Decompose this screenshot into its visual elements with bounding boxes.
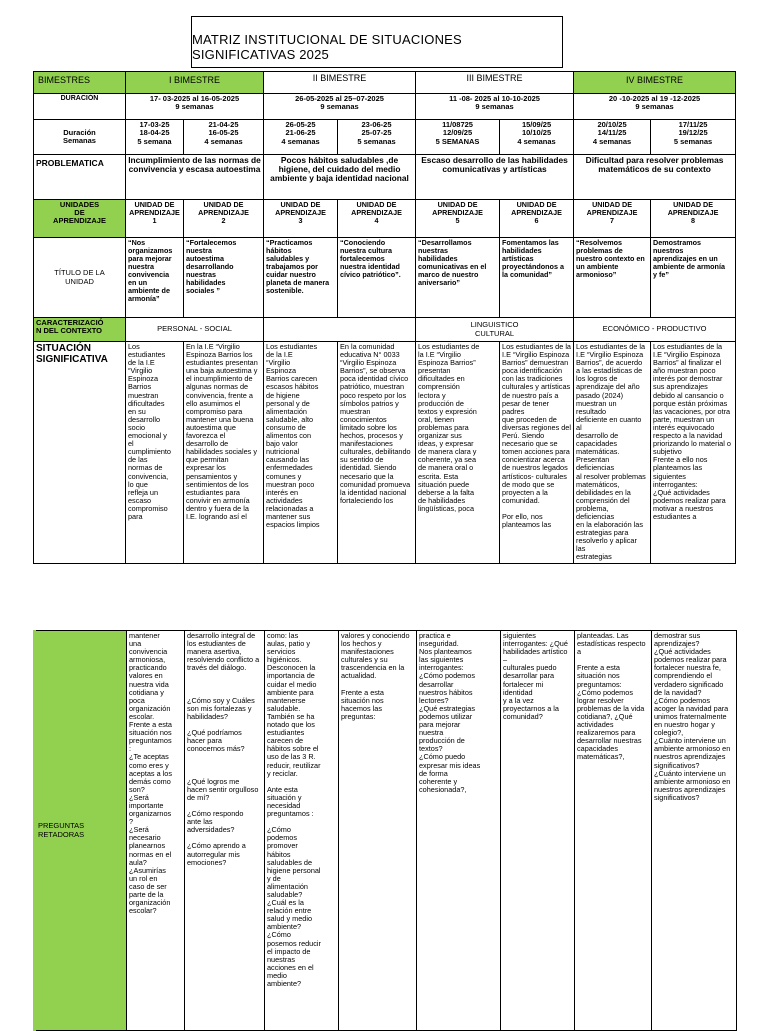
unidad-7: UNIDAD DE APRENDIZAJE 7 xyxy=(574,200,651,238)
situacion-u3: Los estudiantes de la I.E “Virgilio Espinoza Barrios carecen escasos hábitos de higiene personal y de alimentación saludable, alto consumo de alimentos con bajo valor nutricional causando las enfermedades comunes y muestran poco interés en actividades relacionadas a mantener sus espacios limpios xyxy=(264,342,338,564)
titulo-u8: Demostramos nuestros aprendizajes en un ambiente de armonía y fe” xyxy=(651,238,736,318)
situacion-label: SITUACIÓN SIGNIFICATIVA xyxy=(34,342,126,564)
titulo-u6: Fomentamos las habilidades artísticas proyectándonos a la comunidad” xyxy=(500,238,574,318)
preguntas-u7: planteadas. Las estadísticas respecto a Frente a esta situación nos preguntamos: ¿Cómo podemos lograr resolver problemas de la vida cotidiana?, ¿Qué actividades realizaremos para desarrollar nuestras capacidades matemáticas?, xyxy=(575,631,652,1031)
unidad-8: UNIDAD DE APRENDIZAJE 8 xyxy=(651,200,736,238)
duracion-b3: 11 -08- 2025 al 10-10-2025 9 semanas xyxy=(416,94,574,120)
situacion-u8: Los estudiantes de la I.E “Virgilio Espinoza Barrios” al finalizar el año muestran poco interés por demostrar sus aprendizajes debido al cansancio o porque están próximas las vacaciones, por otra parte, muestran un interés equivocado respecto a la navidad priorizando lo material o subjetivo Frente a ello nos planteamos las siguientes interrogantes: ¿Qué actividades podemos realizar para motivar a nuestros estudiantes a xyxy=(651,342,736,564)
contexto-label: CARACTERIZACIÓ N DEL CONTEXTO xyxy=(34,318,126,342)
preguntas-label: PREGUNTAS RETADORAS xyxy=(35,631,127,1031)
titulo-u4: “Conociendo nuestra cultura fortalecemos nuestra identidad cívico patriótico”. xyxy=(338,238,416,318)
semanas-u2: 21-04-25 16-05-25 4 semanas xyxy=(184,120,264,155)
semanas-u4: 23-06-25 25-07-25 5 semanas xyxy=(338,120,416,155)
duracion-label: DURACIÓN xyxy=(34,94,126,120)
contexto-b1: PERSONAL - SOCIAL xyxy=(126,318,264,342)
unidades-label: UNIDADES DE APRENDIZAJE xyxy=(34,200,126,238)
semanas-u8: 17/11/25 19/12/25 5 semanas xyxy=(651,120,736,155)
contexto-b3: LINGUISTICO CULTURAL xyxy=(416,318,574,342)
problematica-b3: Escaso desarrollo de las habilidades comunicativas y artísticas xyxy=(416,155,574,200)
situacion-u5: Los estudiantes de la I.E “Virgilio Espinoza Barrios” presentan dificultades en comprensión lectora y producción de textos y expresión oral, tienen problemas para organizar sus ideas, y expresar de manera clara y coherente, ya sea de manera oral o escrita. Esta situación puede deberse a la falta de habilidades lingüísticas, poca xyxy=(416,342,500,564)
problematica-b2: Pocos hábitos saludables ,de higiene, del cuidado del medio ambiente y baja identidad nacional xyxy=(264,155,416,200)
titulo-u3: “Practicamos hábitos saludables y trabajamos por cuidar nuestro planeta de manera sostenible. xyxy=(264,238,338,318)
semanas-u3: 26-05-25 21-06-25 4 semanas xyxy=(264,120,338,155)
unidad-6: UNIDAD DE APRENDIZAJE 6 xyxy=(500,200,574,238)
duracion-b1: 17- 03-2025 al 16-05-2025 9 semanas xyxy=(126,94,264,120)
preguntas-u6: siguientes interrogantes: ¿Qué habilidades artístico – culturales puedo desarrollar para fortalecer mi identidad y a la vez proyectarnos a la comunidad? xyxy=(501,631,575,1031)
preguntas-u5: practica e inseguridad. Nos planteamos las siguientes interrogantes: ¿Cómo podemos desarrollar nuestros hábitos lectores? ¿Qué estrategias podemos utilizar para mejorar nuestra producción de textos? ¿Cómo puedo expresar mis ideas de forma coherente y cohesionada?, xyxy=(417,631,501,1031)
situacion-u1: Los estudiantes de la I.E “Virgilio Espinoza Barrios muestran dificultades en su desarrollo socio emocional y el cumplimiento de las normas de convivencia, lo que refleja un escaso compromiso para xyxy=(126,342,184,564)
preguntas-u3: como: las aulas, patio y servicios higiénicos. Desconocen la importancia de cuidar el medio ambiente para mantenerse saludable. También se ha notado que los estudiantes carecen de hábitos sobre el uso de las 3 R. reducir, reutilizar y reciclar. Ante esta situación y necesidad preguntamos : ¿Cómo podemos promover hábitos saludables de higiene personal y de alimentación saludable? ¿Cuál es la relación entre salud y medio ambiente? ¿Cómo posemos reducir el impacto de nuestras acciones en el medio ambiente? xyxy=(265,631,339,1031)
contexto-b4: ECONÓMICO - PRODUCTIVO xyxy=(574,318,736,342)
unidad-1: UNIDAD DE APRENDIZAJE 1 xyxy=(126,200,184,238)
problematica-label: PROBLEMATICA xyxy=(34,155,126,200)
bimestre-4-header: IV BIMESTRE xyxy=(574,72,736,94)
situacion-u4: En la comunidad educativa N° 0033 “Virgilio Espinoza Barrios”, se observa poca identidad cívico patriótico, muestran poco respeto por los símbolos patrios y muestran conocimientos limitado sobre los hechos, procesos y manifestaciones culturales, debilitando su sentido de identidad. Siendo necesario que la comunidad promueva la identidad nacional fortaleciendo los xyxy=(338,342,416,564)
semanas-label: Duración Semanas xyxy=(34,120,126,155)
semanas-u5: 11/08725 12/09/25 5 SEMANAS xyxy=(416,120,500,155)
preguntas-u2: desarrollo integral de los estudiantes de manera asertiva, resolviendo conflicto a través del diálogo. ¿Cómo soy y Cuáles son mis fortalezas y habilidades? ¿Qué podríamos hacer para conocernos más? ¿Qué logros me hacen sentir orgulloso de mí? ¿Cómo respondo ante las adversidades? ¿Cómo aprendo a autorregular mis emociones? xyxy=(185,631,265,1031)
unidad-2: UNIDAD DE APRENDIZAJE 2 xyxy=(184,200,264,238)
document-title: MATRIZ INSTITUCIONAL DE SITUACIONES SIGNIFICATIVAS 2025 xyxy=(191,16,563,68)
preguntas-u4: valores y conociendo los hechos y manifestaciones culturales y su trascendencia en la actualidad. Frente a esta situación nos hacemos las preguntas: xyxy=(339,631,417,1031)
problematica-b4: Dificultad para resolver problemas matemáticos de su contexto xyxy=(574,155,736,200)
preguntas-u1: mantener una convivencia armoniosa, practicando valores en nuestra vida cotidiana y poca organización escolar. Frente a esta situación nos preguntamos : ¿Te aceptas como eres y aceptas a los demás como son? ¿Será importante organizarnos ? ¿Será necesario planearnos normas en el aula? ¿Asumirías un rol en caso de ser parte de la organización escolar? xyxy=(127,631,185,1031)
semanas-u7: 20/10/25 14/11/25 4 semanas xyxy=(574,120,651,155)
duracion-b2: 26-05-2025 al 25–07-2025 9 semanas xyxy=(264,94,416,120)
preguntas-table xyxy=(33,630,737,1031)
titulo-u5: “Desarrollamos nuestras habilidades comunicativas en el marco de nuestro aniversario” xyxy=(416,238,500,318)
bimestres-label: BIMESTRES xyxy=(34,72,126,94)
semanas-u6: 15/09/25 10/10/25 4 semanas xyxy=(500,120,574,155)
preguntas-u8: demostrar sus aprendizajes? ¿Qué actividades podemos realizar para fortalecer nuestra fe, comprendiendo el verdadero significado de la navidad? ¿Cómo podemos acoger la navidad para unimos fraternalmente en nuestro hogar y colegio?, ¿Cuánto interviene un ambiente armonioso en nuestros aprendizajes significativos? ¿Cuánto interviene un ambiente armonioso en nuestros aprendizajes significativos? xyxy=(652,631,737,1031)
semanas-u1: 17-03-25 18-04-25 5 semana xyxy=(126,120,184,155)
titulo-u2: “Fortalecemos nuestra autoestima desarrollando nuestras habilidades sociales ” xyxy=(184,238,264,318)
problematica-b1: Incumplimiento de las normas de convivencia y escasa autoestima xyxy=(126,155,264,200)
situacion-u6: Los estudiantes de la I.E “Virgilio Espinoza Barrios” demuestran poca identificación con las tradiciones culturales y artísticas de nuestro país a pesar de tener padres que proceden de diversas regiones del Perú. Siendo necesario que se tomen acciones para concientizar acerca de nuestros legados artísticos- culturales de modo que se proyecten a la comunidad. Por ello, nos planteamos las xyxy=(500,342,574,564)
bimestre-3-header: III BIMESTRE xyxy=(416,72,574,94)
bimestre-1-header: I BIMESTRE xyxy=(126,72,264,94)
situacion-u2: En la I.E “Virgilio Espinoza Barrios los estudiantes presentan una baja autoestima y el incumplimiento de algunas normas de convivencia, frente a ello asumimos el compromiso para mantener una buena autoestima que favorezca el desarrollo de habilidades sociales y que permitan expresar los pensamientos y sentimientos de los estudiantes para convivir en armonía dentro y fuera de la I.E. logrando así el xyxy=(184,342,264,564)
unidad-3: UNIDAD DE APRENDIZAJE 3 xyxy=(264,200,338,238)
duracion-b4: 20 -10-2025 al 19 -12-2025 9 semanas xyxy=(574,94,736,120)
titulo-label: TÍTULO DE LA UNIDAD xyxy=(34,238,126,318)
bimestre-2-header: II BIMESTRE xyxy=(264,72,416,94)
titulo-u7: “Resolvemos problemas de nuestro contexto en un ambiente armonioso” xyxy=(574,238,651,318)
unidad-4: UNIDAD DE APRENDIZAJE 4 xyxy=(338,200,416,238)
titulo-u1: “Nos organizamos para mejorar nuestra convivencia en un ambiente de armonía” xyxy=(126,238,184,318)
matrix-table xyxy=(33,71,736,564)
situacion-u7: Los estudiantes de la I.E “Virgilio Espinoza Barrios”, de acuerdo a las estadísticas de los logros de aprendizaje del año pasado (2024) muestran un resultado deficiente en cuanto al desarrollo de capacidades matemáticas. Presentan deficiencias al resolver problemas matemáticos, debilidades en la comprensión del problema, deficiencias en la elaboración las estrategias para resolverlo y aplicar las estrategias xyxy=(574,342,651,564)
unidad-5: UNIDAD DE APRENDIZAJE 5 xyxy=(416,200,500,238)
contexto-b2 xyxy=(264,318,416,342)
